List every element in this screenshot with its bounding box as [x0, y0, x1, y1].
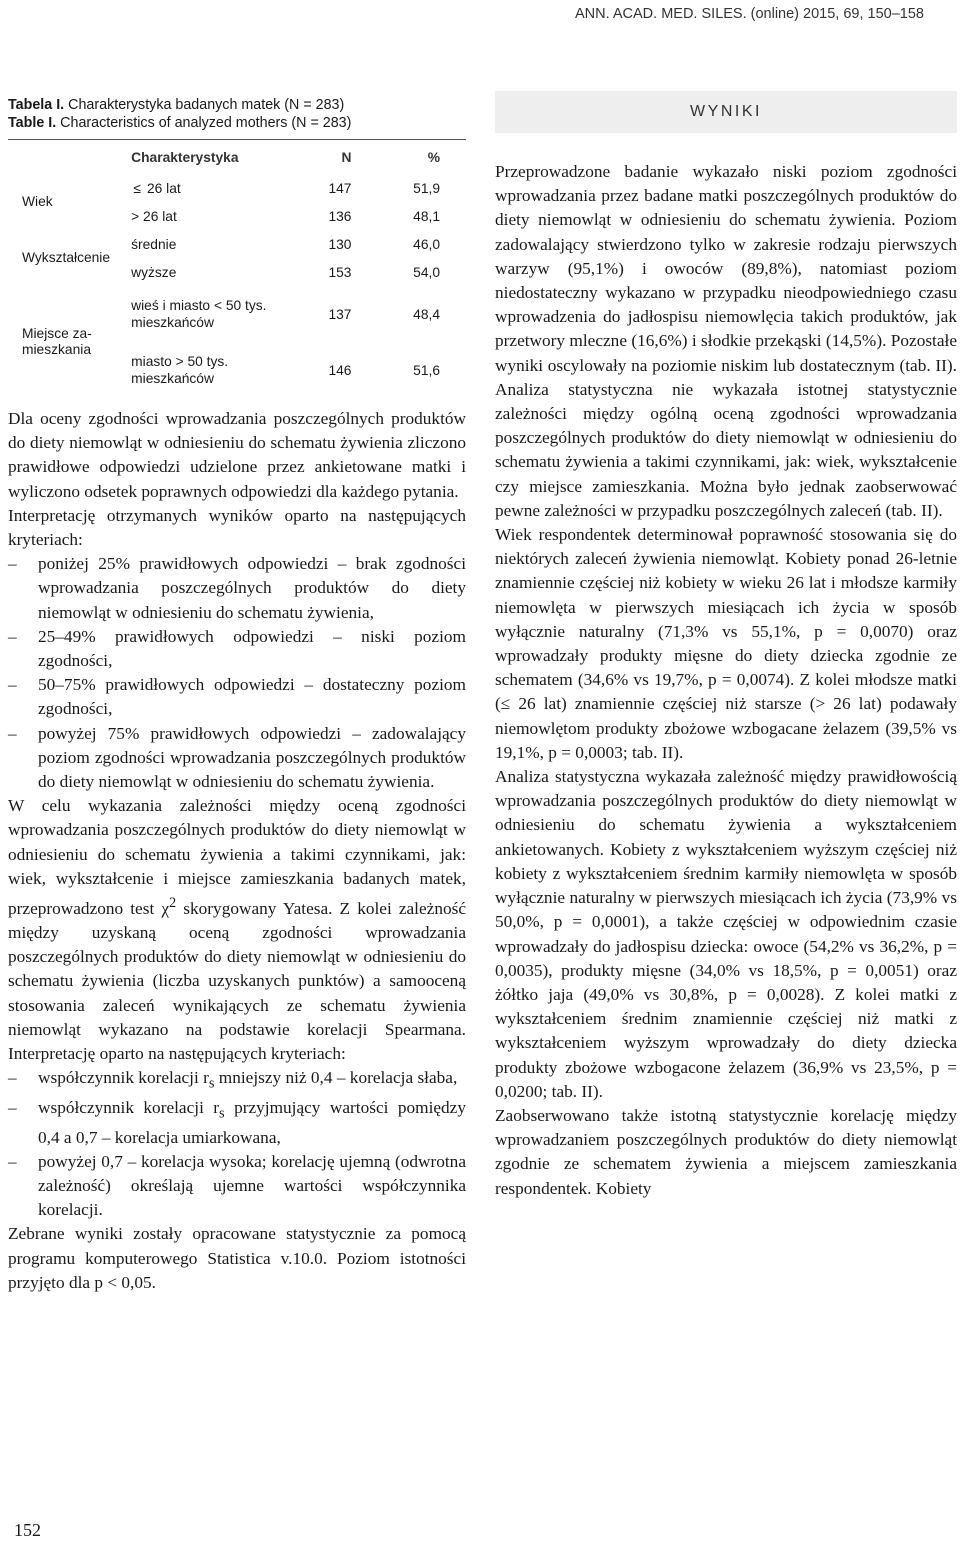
- group-label: Wiek: [22, 194, 53, 209]
- paragraph: Interpretację otrzymanych wyników oparto na następujących kryteriach:: [8, 505, 466, 550]
- dash-bullet: –: [8, 675, 17, 695]
- paragraph: Dla oceny zgodności wprowadzania poszczególnych produktów do diety niemowląt w odniesieniu do schematu żywienia zliczono prawidłowe odpowiedzi udzielone przez ankietowane matki i wyliczono odsetek poprawnych odpowiedzi dla każdego pytania.: [8, 409, 466, 501]
- row-item: > 26 lat: [131, 208, 177, 224]
- table-caption-en: [8, 114, 466, 132]
- row-n: 146: [328, 362, 352, 378]
- row-item: wieś i miasto < 50 tys. mieszkańców: [131, 298, 267, 330]
- row-item: ≤ 26 lat: [131, 174, 282, 202]
- chi-square-exponent: 2: [169, 895, 177, 912]
- group-label: Miejsce za- mieszkania: [22, 326, 92, 357]
- results-text: [495, 160, 957, 1201]
- page-number: 152: [14, 1520, 41, 1540]
- paragraph: Zaobserwowano także istotną statystycznie korelację między wprowadzaniem poszczególnych produktów do diety niemowląt zgodnie ze schematem żywienia a miejscem zamieszkania respondentek. Kobiety: [495, 1105, 957, 1198]
- paragraph: Zebrane wyniki zostały opracowane statystycznie za pomocą programu komputerowego Statistica v.10.0. Poziom istotności przyjęto dla p < 0,05.: [8, 1224, 466, 1292]
- dash-bullet: –: [8, 1151, 17, 1171]
- caption-en-text: Characteristics of analyzed mothers (N = 283): [56, 115, 352, 131]
- caption-pl-text: Charakterystyka badanych matek (N = 283): [64, 97, 345, 113]
- row-n: 130: [328, 236, 352, 252]
- dash-bullet: –: [8, 554, 17, 574]
- row-pct: 51,9: [413, 180, 440, 196]
- list-item: – powyżej 0,7 – korelacja wysoka; korelację ujemną (odwrotna zależność) określają ujemne wartości współczynnika korelacji.: [8, 1151, 466, 1220]
- paragraph: W celu wykazania zależności między oceną zgodności wprowadzania poszczególnych produktów do diety niemowląt w odniesieniu do schematu żywienia a takimi czynnikami, jak: wiek, wykształcenie i miejsce zamieszkania badanych matek, przeprowadzono test $\chi^2$ skorygowany Yatesa. Z kolei zależność między uzyskaną oceną zgodności wprowadzania poszczególnych produktów do diety niemowląt w odniesieniu do schematu żywienia (liczba uzyskanych punktów) a samooceną stosowania zaleceń wynikających ze schematu żywienia niemowląt wykazano na podstawie korelacji Spearmana. Interpretację oparto na następujących kryteriach:: [8, 796, 466, 1064]
- header-pct: %: [427, 149, 440, 165]
- row-pct: 48,1: [413, 208, 440, 224]
- caption-en-label: Table I.: [8, 115, 57, 131]
- row-pct: 48,4: [413, 306, 440, 322]
- table-row: [8, 174, 466, 202]
- criteria-list: [8, 552, 466, 794]
- paragraph: Analiza statystyczna wykazała zależność między prawidłowością wprowadzania poszczególnych produktów do diety niemowląt w odniesieniu do schematu żywienia a wykształceniem ankietowanych. Kobiety z wykształceniem wyższym częściej niż kobiety z wykształceniem średnim karmiły niemowlęta w sposób wyłącznie naturalny w pierwszych miesiącach ich życia (73,9% vs 50,0%, p = 0,0001), a także częściej w odpowiednim czasie wprowadzały do jadłospisu dziecka: owoce (54,2% vs 36,2%, p = 0,0035), produkty mięsne (34,0% vs 18,5%, p = 0,0051) oraz żółtko jaja (49,0% vs 30,8%, p = 0,0028). Z kolei matki z wykształceniem średnim znamiennie częściej niż matki z wykształceniem wyższym wprowadzały do diety dziecka produkty zbożowe wzbogacone żelazem (36,9% vs 23,5%, p = 0,0200; tab. II).: [495, 767, 957, 1101]
- methods-text: [8, 407, 466, 1295]
- characteristics-table: [8, 140, 466, 398]
- dash-bullet: –: [8, 1068, 17, 1088]
- row-item: miasto > 50 tys. mieszkańców: [131, 354, 229, 386]
- list-item: – 25–49% prawidłowych odpowiedzi – niski poziom zgodności,: [8, 626, 466, 671]
- list-item: – powyżej 75% prawidłowych odpowiedzi – zadowalający poziom zgodności wprowadzania poszczególnych produktów do diety niemowląt w odniesieniu do schematu żywienia.: [8, 723, 466, 792]
- dash-bullet: –: [8, 1097, 17, 1117]
- section-heading: WYNIKI: [495, 91, 957, 133]
- header-n: N: [341, 149, 352, 165]
- dash-bullet: –: [8, 723, 17, 743]
- row-item: wyższe: [131, 264, 177, 280]
- list-item: – poniżej 25% prawidłowych odpowiedzi – brak zgodności wprowadzania poszczególnych produktów do diety niemowląt w odniesieniu do schematu żywienia,: [8, 554, 466, 622]
- paragraph: Przeprowadzone badanie wykazało niski poziom zgodności wprowadzania przez badane matki poszczególnych produktów do diety niemowląt w odniesieniu do schematu żywienia. Poziom zadowalający stwierdzono tylko w zakresie rodzaju pierwszych warzyw (95,1%) i owoców (89,8%), natomiast poziom niedostateczny wykazano w przypadku nieodpowiedniego czasu wprowadzenia do jadłospisu niemowlęcia takich produktów, jak przetwory mleczne (16,6%) i słodkie przekąski (14,5%). Pozostałe wyniki oscylowały na poziomie niskim lub dostatecznym (tab. II). Analiza statystyczna nie wykazała istotnej statystycznie zależności między ogólną oceną zgodności wprowadzania poszczególnych produktów do diety niemowląt w odniesieniu do schematu żywienia a takimi czynnikami, jak: wiek, wykształcenie czy miejsce zamieszkania. Można było jednak zaobserwować pewne zależności w przypadku poszczególnych zaleceń (tab. II).: [495, 162, 957, 520]
- table-row: [8, 286, 466, 342]
- table-row: [8, 230, 466, 258]
- row-pct: 51,6: [413, 362, 440, 378]
- group-label: Wykształcenie: [22, 250, 111, 265]
- row-pct: 54,0: [413, 264, 440, 280]
- dash-bullet: –: [8, 626, 17, 646]
- list-item: – współczynnik korelacji $r_s$ przyjmujący wartości pomiędzy 0,4 a 0,7 – korelacja umiarkowana,: [8, 1097, 466, 1147]
- table-caption: [8, 96, 466, 140]
- row-n: 136: [328, 208, 352, 224]
- header-characteristic: Charakterystyka: [131, 149, 239, 165]
- row-n: 153: [328, 264, 352, 280]
- table-caption-pl: [8, 96, 466, 114]
- lte-symbol: ≤: [133, 180, 141, 196]
- right-column: [495, 91, 957, 1201]
- row-n: 137: [328, 306, 352, 322]
- row-n: 147: [328, 180, 352, 196]
- paragraph: Wiek respondentek determinował poprawność stosowania się do niektórych zaleceń żywienia niemowląt. Kobiety ponad 26-letnie znamiennie częściej niż kobiety w wieku 26 lat i młodsze karmiły niemowlęta w pierwszych miesiącach ich życia w sposób wyłącznie naturalny (71,3% vs 55,1%, p = 0,0070) oraz wprowadzały produkty mięsne do diety dziecka zgodnie ze schematem (34,6% vs 19,7%, p = 0,0074). Z kolei młodsze matki (≤ 26 lat) znamiennie częściej niż starsze (> 26 lat) podawały niemowlętom produkty zbożowe wzbogacane żelazem (39,5% vs 19,1%, p = 0,0003; tab. II).: [495, 525, 957, 762]
- row-item: średnie: [131, 236, 177, 252]
- caption-pl-label: Tabela I.: [8, 97, 65, 113]
- row-pct: 46,0: [413, 236, 440, 252]
- running-head: ANN. ACAD. MED. SILES. (online) 2015, 69, 150–158: [575, 6, 924, 22]
- table-header-row: [8, 140, 466, 174]
- list-item: – 50–75% prawidłowych odpowiedzi – dostateczny poziom zgodności,: [8, 675, 466, 719]
- correlation-criteria-list: [8, 1066, 466, 1222]
- left-column: [8, 96, 466, 1295]
- list-item: – współczynnik korelacji $r_s$ mniejszy niż 0,4 – korelacja słaba,: [8, 1068, 458, 1092]
